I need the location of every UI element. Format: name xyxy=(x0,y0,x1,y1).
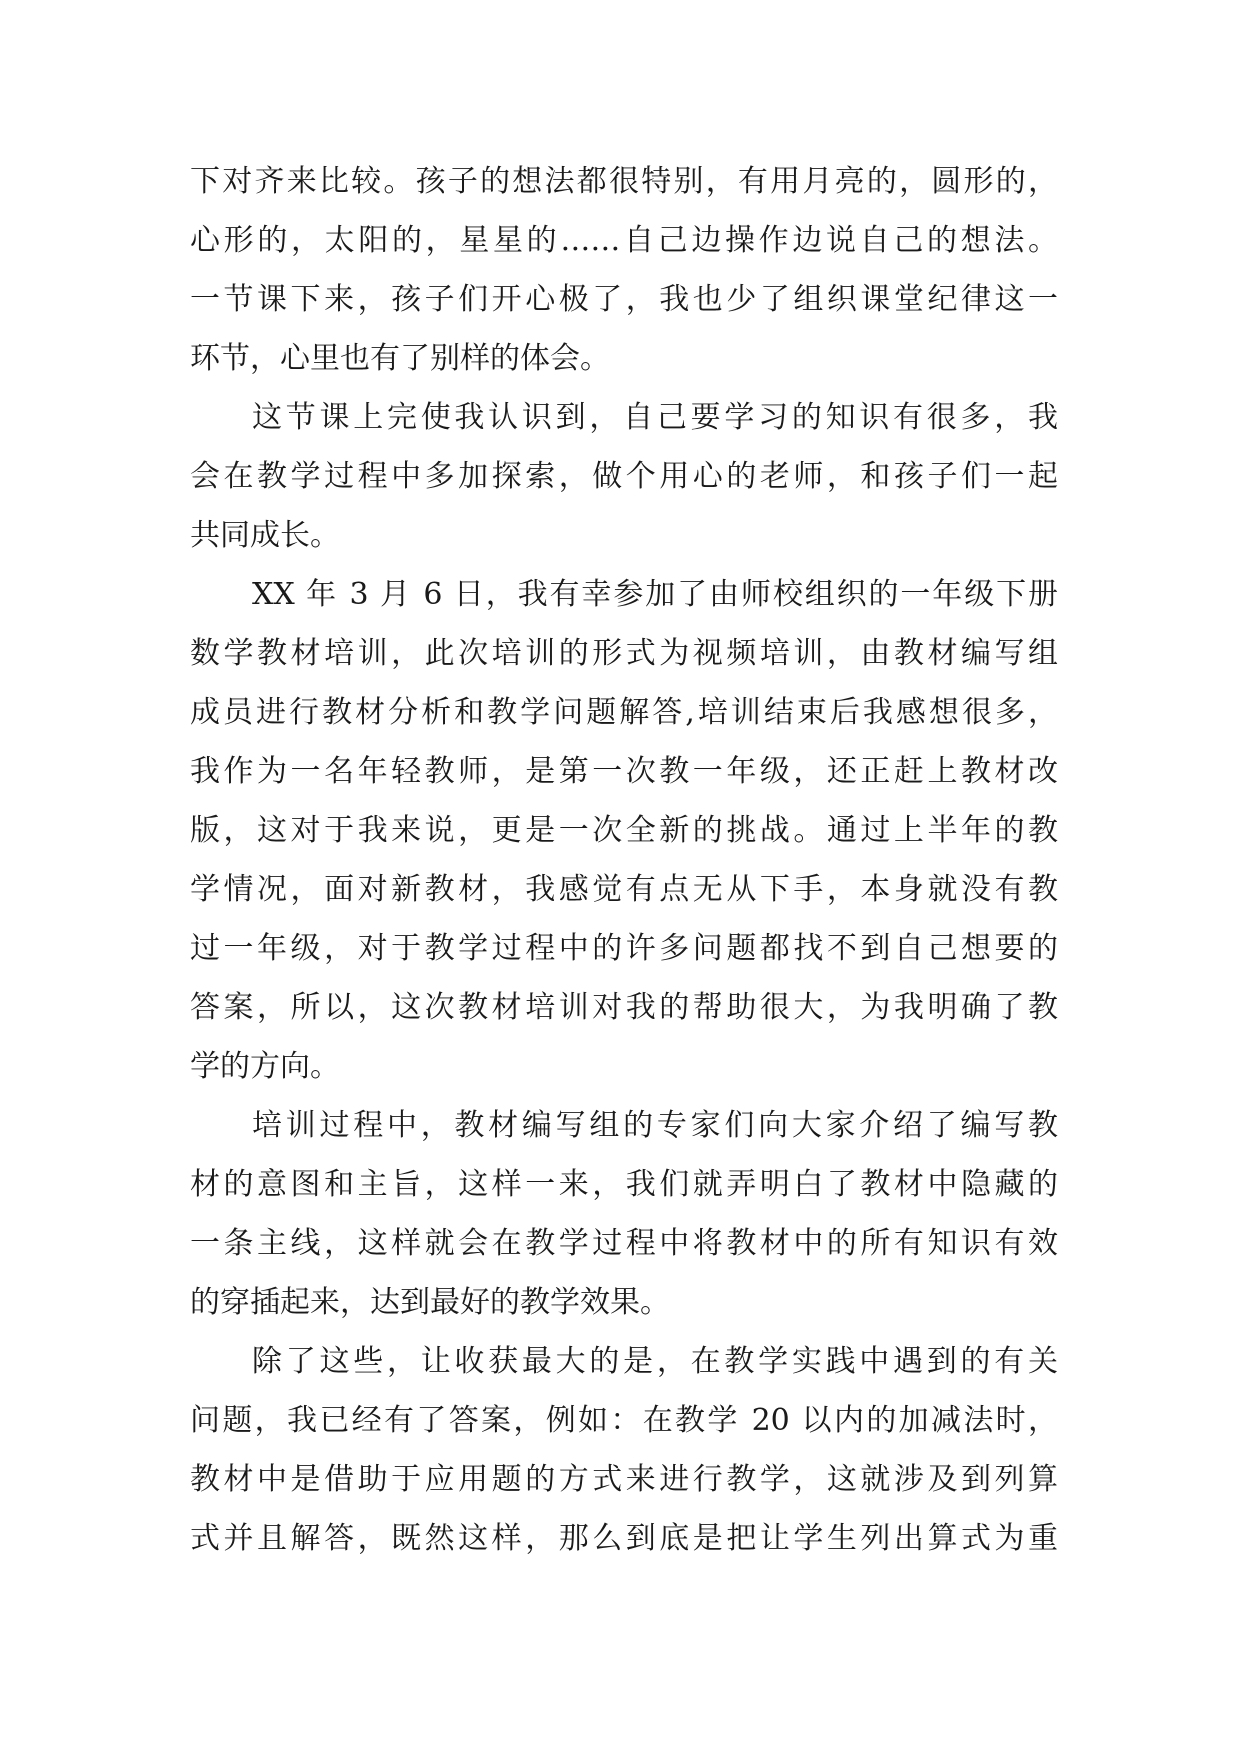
text-line: 材的意图和主旨，这样一来，我们就弄明白了教材中隐藏的 xyxy=(190,1167,1058,1202)
paragraph-3 xyxy=(190,565,1058,1096)
text-line: 这节课上完使我认识到，自己要学习的知识有很多，我 xyxy=(252,400,1058,435)
text-line: 共同成长。 xyxy=(190,518,340,553)
text-line: 除了这些，让收获最大的是，在教学实践中遇到的有关 xyxy=(252,1344,1058,1379)
text-line: 培训过程中，教材编写组的专家们向大家介绍了编写教 xyxy=(252,1108,1058,1143)
text-line: 我作为一名年轻教师，是第一次教一年级，还正赶上教材改 xyxy=(190,754,1058,789)
text-line: 教材中是借助于应用题的方式来进行教学，这就涉及到列算 xyxy=(190,1462,1058,1497)
paragraph-1 xyxy=(190,152,1058,388)
text-line: 环节，心里也有了别样的体会。 xyxy=(190,341,610,376)
text-line: 会在教学过程中多加探索，做个用心的老师，和孩子们一起 xyxy=(190,459,1058,494)
text-line: 心形的，太阳的，星星的……自己边操作边说自己的想法。 xyxy=(190,223,1058,258)
text-line: 答案，所以，这次教材培训对我的帮助很大，为我明确了教 xyxy=(190,990,1058,1025)
text-line: 成员进行教材分析和教学问题解答,培训结束后我感想很多， xyxy=(190,695,1058,730)
text-line: 的穿插起来，达到最好的教学效果。 xyxy=(190,1285,670,1320)
text-line: 一条主线，这样就会在教学过程中将教材中的所有知识有效 xyxy=(190,1226,1058,1261)
text-line: 式并且解答，既然这样，那么到底是把让学生列出算式为重 xyxy=(190,1521,1058,1556)
paragraph-5 xyxy=(190,1332,1058,1568)
text-line: 数学教材培训，此次培训的形式为视频培训，由教材编写组 xyxy=(190,636,1058,671)
text-line: 下对齐来比较。孩子的想法都很特别，有用月亮的，圆形的， xyxy=(190,164,1058,199)
text-line: XX 年 3 月 6 日，我有幸参加了由师校组织的一年级下册 xyxy=(252,577,1058,612)
document-body xyxy=(190,152,1058,1568)
text-line: 一节课下来，孩子们开心极了，我也少了组织课堂纪律这一 xyxy=(190,282,1058,317)
text-line: 问题，我已经有了答案，例如：在教学 20 以内的加减法时， xyxy=(190,1403,1058,1438)
text-line: 版，这对于我来说，更是一次全新的挑战。通过上半年的教 xyxy=(190,813,1058,848)
paragraph-4 xyxy=(190,1096,1058,1332)
text-line: 过一年级，对于教学过程中的许多问题都找不到自己想要的 xyxy=(190,931,1058,966)
text-line: 学的方向。 xyxy=(190,1049,340,1084)
text-line: 学情况，面对新教材，我感觉有点无从下手，本身就没有教 xyxy=(190,872,1058,907)
paragraph-2 xyxy=(190,388,1058,565)
